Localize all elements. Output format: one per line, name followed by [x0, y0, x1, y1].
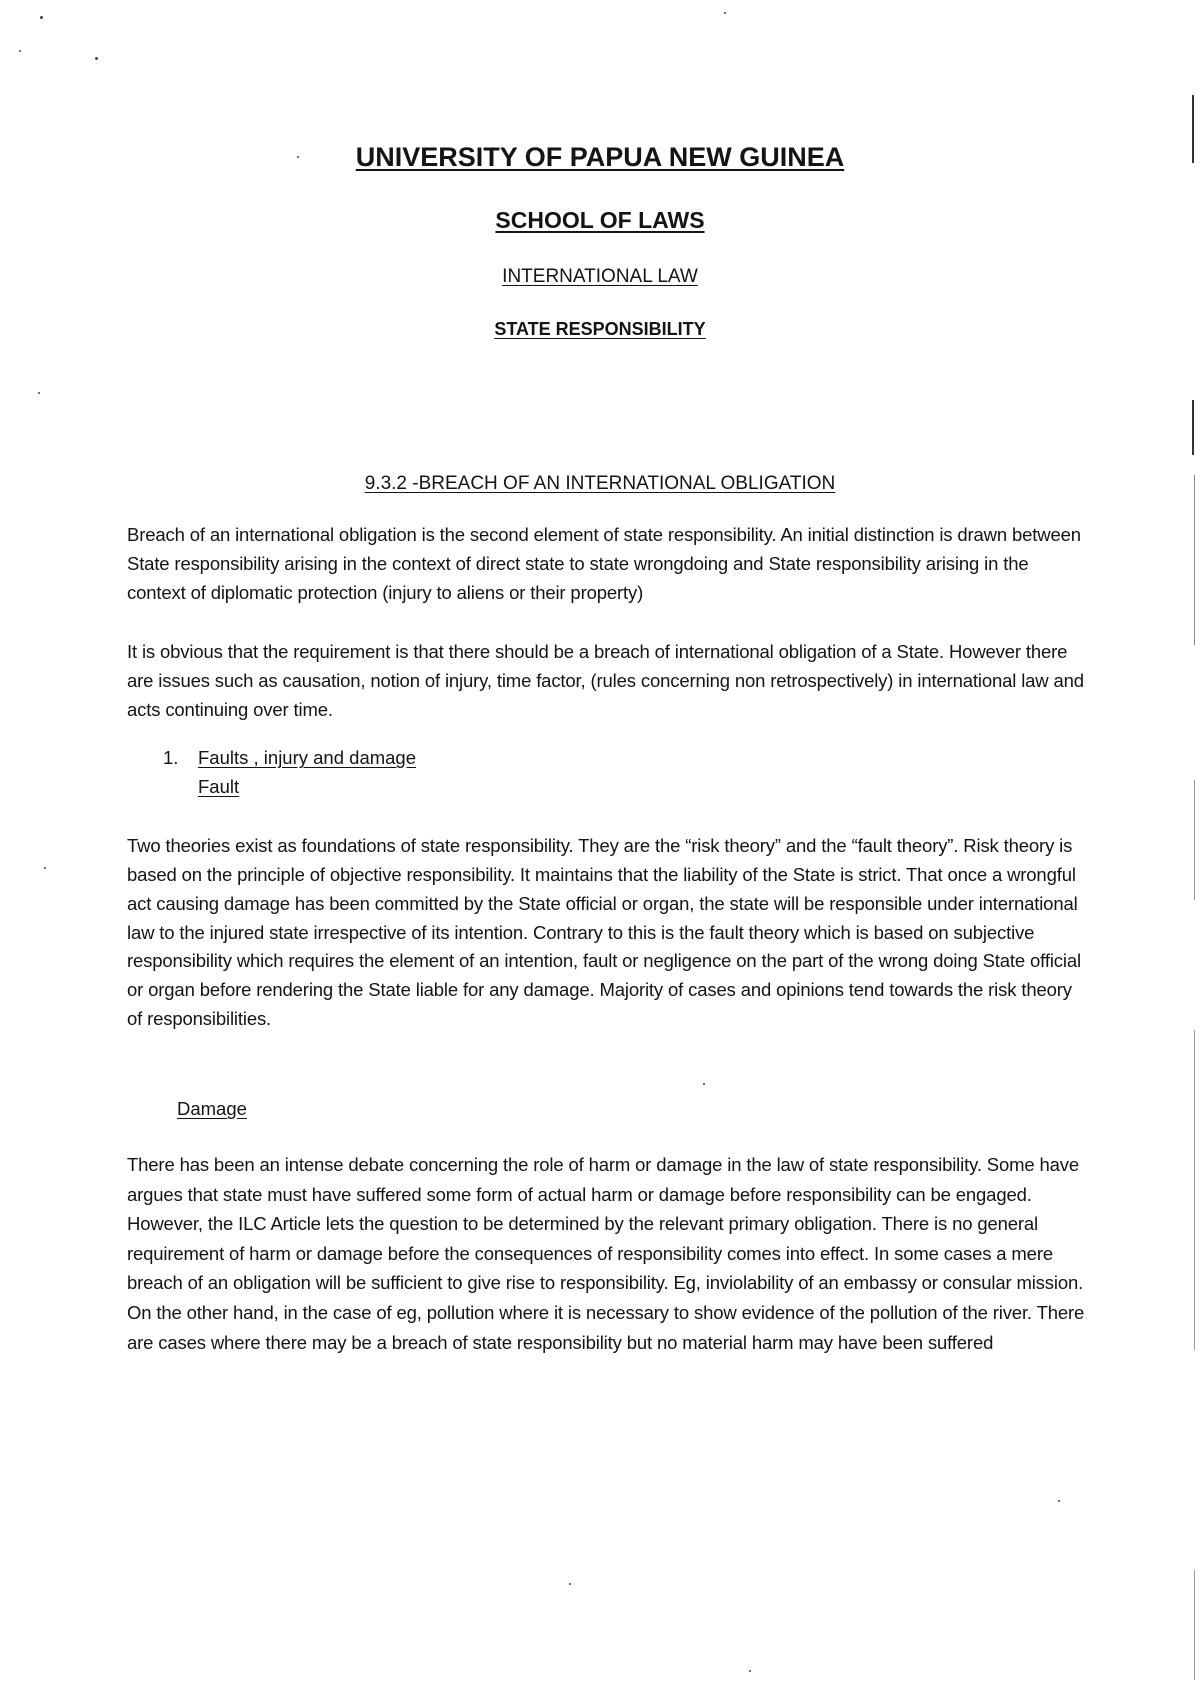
scan-speck	[749, 1670, 751, 1672]
damage-subheading: Damage	[177, 1098, 247, 1119]
scan-speck	[19, 50, 21, 52]
scan-edge-mark	[1194, 475, 1195, 645]
topic-title: STATE RESPONSIBILITY	[494, 319, 706, 339]
scan-speck	[44, 867, 46, 869]
scan-edge-mark	[1194, 1570, 1195, 1680]
paragraph-damage: There has been an intense debate concerning the role of harm or damage in the law of state responsibility. Some have argues that state must have suffered some form of actual harm or damage before responsibility can be engaged. However, the ILC Article lets the question to be determined by the relevant primary obligation. There is no general requirement of harm or damage before the consequences of responsibility comes into effect. In some cases a mere breach of an obligation will be sufficient to give rise to responsibility. Eg, inviolability of an embassy or consular mission. On the other hand, in the case of eg, pollution where it is necessary to show evidence of the pollution of the river. There are cases where there may be a breach of state responsibility but no material harm may have been suffered	[127, 1154, 1085, 1353]
list-number: 1.	[163, 747, 179, 768]
scan-speck	[724, 12, 726, 14]
course-title: INTERNATIONAL LAW	[502, 266, 698, 287]
scan-speck	[703, 1083, 705, 1085]
scan-speck	[569, 1583, 571, 1585]
fault-subheading: Fault	[198, 776, 240, 797]
paragraph-requirement: It is obvious that the requirement is that there should be a breach of international obligation of a State. However there are issues such as causation, notion of injury, time factor, (rules concerning non retrospectively) in international law and acts continuing over time.	[127, 641, 1084, 720]
university-title: UNIVERSITY OF PAPUA NEW GUINEA	[355, 142, 845, 172]
paragraph-fault: Two theories exist as foundations of state responsibility. They are the “risk theory” and the “fault theory”. Risk theory is based on the principle of objective responsibility. It maintains that the liability of the State is strict. That once a wrongful act causing damage has been committed by the State official or organ, the state will be responsible under international law to the injured state irrespective of its intention. Contrary to this is the fault theory which is based on subjective responsibility which requires the element of an intention, fault or negligence on the part of the wrong doing State official or organ before rendering the State liable for any damage. Majority of cases and opinions tend towards the risk theory of responsibilities.	[127, 835, 1081, 1030]
scan-edge-mark	[1194, 780, 1195, 900]
scan-speck	[40, 16, 43, 19]
scan-speck	[95, 57, 98, 60]
scan-edge-mark	[1194, 1030, 1195, 1350]
scan-speck	[38, 392, 40, 394]
paragraph-breach-intro: Breach of an international obligation is the second element of state responsibility. An initial distinction is drawn between State responsibility arising in the context of direct state to state wrongdoing and State responsibility arising in the context of diplomatic protection (injury to aliens or their property)	[127, 524, 1081, 603]
list-heading: Faults , injury and damage	[198, 747, 417, 768]
scan-speck	[1058, 1500, 1060, 1502]
scan-edge-mark	[1192, 400, 1194, 455]
school-title: SCHOOL OF LAWS	[495, 207, 705, 233]
section-heading: 9.3.2 -BREACH OF AN INTERNATIONAL OBLIGATION	[364, 473, 836, 494]
